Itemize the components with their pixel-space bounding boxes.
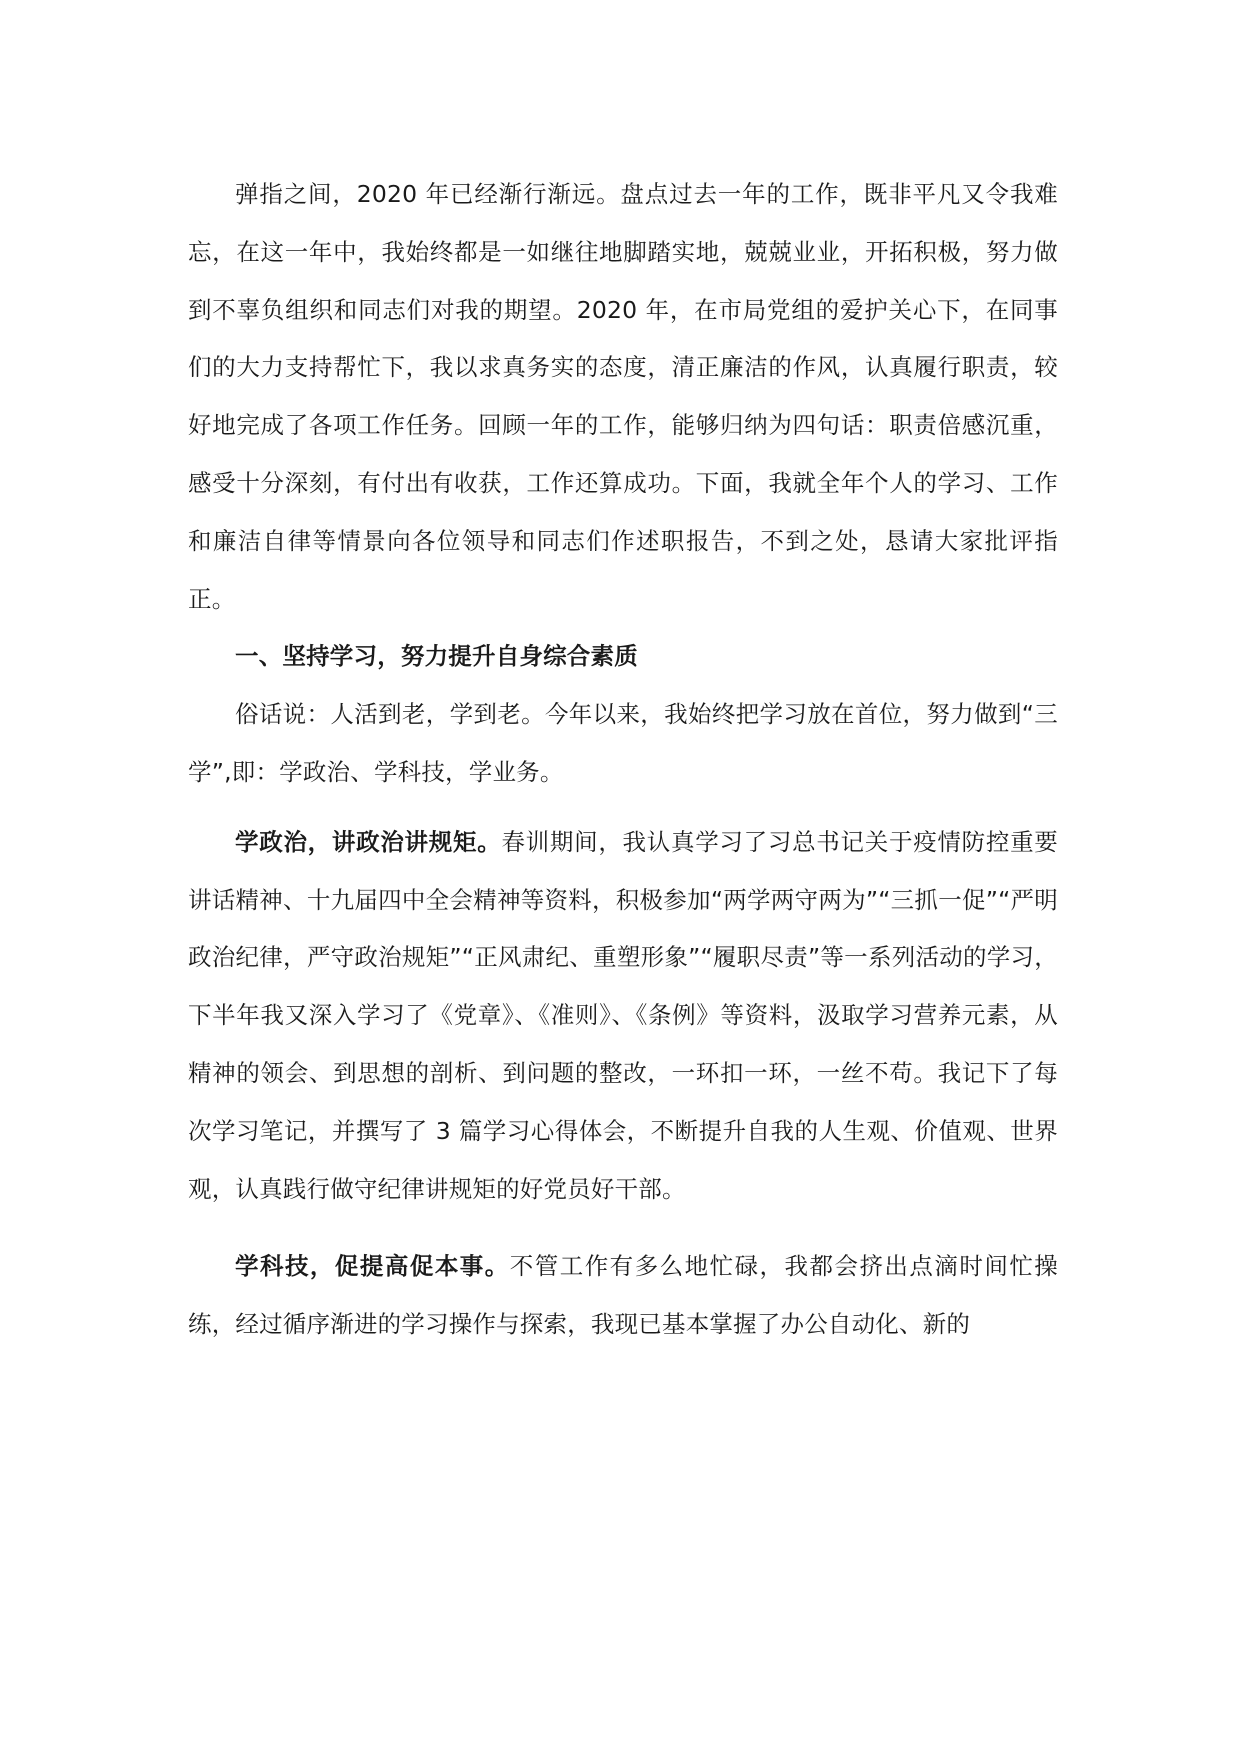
study-intro-paragraph — [188, 686, 1058, 802]
intro-paragraph — [188, 166, 1058, 628]
paragraph-lead: 学政治，讲政治讲规矩。 — [235, 827, 502, 856]
paragraph-text: 弹指之间，2020 年已经渐行渐远。盘点过去一年的工作，既非平凡又令我难忘，在这一年中，我始终都是一如继往地脚踏实地，兢兢业业，开拓积极，努力做到不辜负组织和同志们对我的期望。2020 年，在市局党组的爱护关心下，在同事们的大力支持帮忙下，我以求真务实的态度，清正廉洁的作风，认真履行职责，较好地完成了各项工作任务。回顾一年的工作，能够归纳为四句话：职责倍感沉重，感受十分深刻，有付出有收获，工作还算成功。下面，我就全年个人的学习、工作和廉洁自律等情景向各位领导和同志们作述职报告，不到之处，恳请大家批评指正。 — [188, 180, 1058, 613]
paragraph-text: 不管工作有多么地忙碌，我都会挤出点滴时间忙操练，经过循序渐进的学习操作与探索，我现已基本掌握了办公自动化、新的 — [188, 1252, 1058, 1339]
paragraph-text: 春训期间，我认真学习了习总书记关于疫情防控重要讲话精神、十九届四中全会精神等资料，积极参加“两学两守两为”“三抓一促”“严明政治纪律，严守政治规矩”“正风肃纪、重塑形象”“履职尽责”等一系列活动的学习，下半年我又深入学习了《党章》、《准则》、《条例》等资料，汲取学习营养元素，从精神的领会、到思想的剖析、到问题的整改，一环扣一环，一丝不苟。我记下了每次学习笔记，并撰写了 3 篇学习心得体会，不断提升自我的人生观、价值观、世界观，认真践行做守纪律讲规矩的好党员好干部。 — [188, 827, 1058, 1203]
document-body — [188, 166, 1058, 1354]
paragraph-text: 俗话说：人活到老，学到老。今年以来，我始终把学习放在首位，努力做到“三学”,即：学政治、学科技，学业务。 — [188, 700, 1058, 786]
paragraph-lead: 学科技，促提高促本事。 — [235, 1252, 510, 1281]
technology-paragraph — [188, 1238, 1058, 1354]
section-heading — [188, 628, 1058, 686]
politics-paragraph — [188, 814, 1058, 1219]
section-heading-text: 一、坚持学习，努力提升自身综合素质 — [235, 642, 638, 671]
